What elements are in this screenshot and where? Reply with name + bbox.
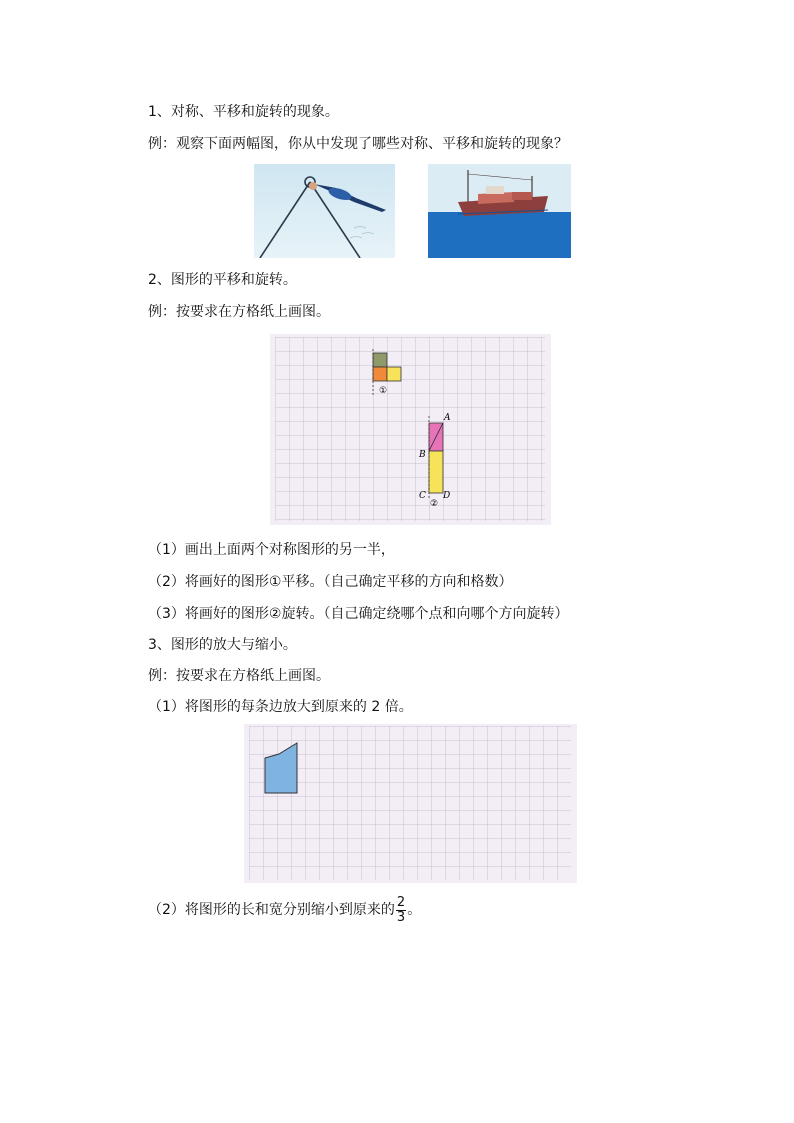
shape2-label: ② [430,499,439,509]
section3-task-2 [148,891,421,929]
shape1-olive-square [373,353,387,367]
section2-task-2: （2）将画好的图形①平移。（自己确定平移的方向和格数） [148,574,513,590]
ship-image [428,164,571,258]
section2-title: 2、图形的平移和旋转。 [148,272,297,288]
point-c-label: C [419,491,426,501]
section3-example: 例：按要求在方格纸上画图。 [148,668,330,684]
fraction-numerator: 2 [396,894,406,910]
fraction-two-thirds [396,896,406,925]
fraction-denominator: 3 [396,909,406,925]
section3-title: 3、图形的放大与缩小。 [148,637,297,653]
section3-task-2-prefix: （2）将图形的长和宽分别缩小到原来的 [148,902,395,918]
shape1-label: ① [379,386,388,396]
section3-task-2-suffix: 。 [407,902,422,918]
section2-task-1: （1）画出上面两个对称图形的另一半， [148,542,395,558]
shape1-yellow-square [387,367,401,381]
section3-task-1: （1）将图形的每条边放大到原来的 2 倍。 [148,699,413,715]
section2-example: 例：按要求在方格纸上画图。 [148,304,330,320]
grid-paper-scaling [244,724,577,883]
section1-example: 例：观察下面两幅图，你从中发现了哪些对称、平移和旋转的现象？ [148,136,568,152]
shape2-yellow-rect [429,451,443,493]
point-a-label: A [444,413,451,423]
point-b-label: B [419,450,426,460]
section1-title: 1、对称、平移和旋转的现象。 [148,104,339,120]
point-d-label: D [443,491,451,501]
gymnast-image [254,164,395,258]
shape1-orange-square [373,367,387,381]
grid-paper-translation [270,334,551,525]
section2-task-3: （3）将画好的图形②旋转。（自己确定绕哪个点和向哪个方向旋转） [148,606,569,622]
